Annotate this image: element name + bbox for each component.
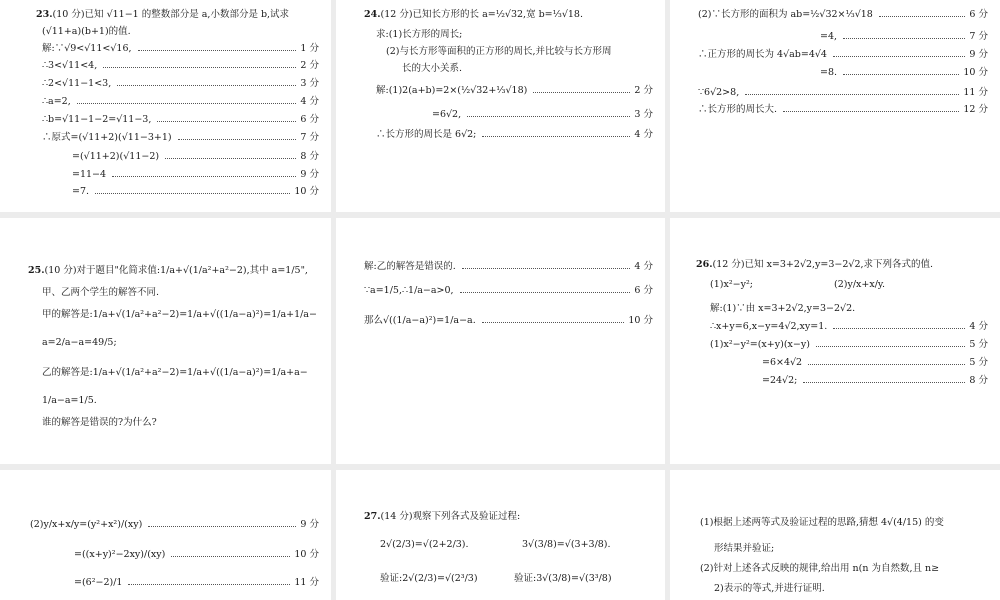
text-line: (2)∵长方形的面积为 ab=½√32×⅓√18 xyxy=(698,9,873,20)
score-point: 9 分 xyxy=(300,519,319,530)
text-line: 验证:2√(2/3)=√(2³/3) xyxy=(380,573,478,584)
text-line: 解:乙的解答是错误的. xyxy=(364,261,456,272)
text-line: ∴长方形的周长大. xyxy=(698,104,778,115)
score-point: 8 分 xyxy=(969,375,988,386)
dot-leader xyxy=(745,94,959,95)
text-line: 2√(2/3)=√(2+2/3). xyxy=(380,539,469,550)
text-line: 乙的解答是:1/a+√(1/a²+a²−2)=1/a+√((1/a−a)²)=1/a+a− xyxy=(42,367,308,378)
score-point: 8 分 xyxy=(300,151,319,162)
text-line: 解:∵√9<√11<√16, xyxy=(42,43,132,54)
text-line: 验证:3√(3/8)=√(3³/8) xyxy=(514,573,612,584)
panel-q26 xyxy=(670,218,1000,464)
dot-leader xyxy=(165,158,296,159)
text-line: 甲的解答是:1/a+√(1/a²+a²−2)=1/a+√((1/a−a)²)=1/a+1/a− xyxy=(42,309,317,320)
score-point: 10 分 xyxy=(294,186,319,197)
panel-q27-tasks xyxy=(670,470,1000,600)
dot-leader xyxy=(843,38,965,39)
dot-leader xyxy=(833,328,965,329)
text-line: =4, xyxy=(820,31,838,42)
score-point: 6 分 xyxy=(634,285,653,296)
dot-leader xyxy=(117,85,296,86)
score-point: 7 分 xyxy=(969,31,988,42)
text-line: (√11+a)(b+1)的值. xyxy=(42,26,131,37)
text-line: (1)根据上述两等式及验证过程的思路,猜想 4√(4/15) 的变 xyxy=(700,517,944,528)
text-line: =7. xyxy=(72,186,90,197)
score-point: 1 分 xyxy=(300,43,319,54)
text-line: ∴a=2, xyxy=(42,96,71,107)
score-point: 11 分 xyxy=(963,87,988,98)
panel-q26-part2 xyxy=(0,470,331,600)
text-line: 27.(14 分)观察下列各式及验证过程: xyxy=(364,511,521,522)
score-point: 10 分 xyxy=(294,549,319,560)
text-line: ∵6√2>8, xyxy=(698,87,740,98)
text-line: 解:(1)∵由 x=3+2√2,y=3−2√2. xyxy=(710,303,856,314)
dot-leader xyxy=(467,116,630,117)
dot-leader xyxy=(816,346,965,347)
text-line: (2)y/x+x/y. xyxy=(834,279,886,290)
text-line: =11−4 xyxy=(72,169,107,180)
text-line: (2)y/x+x/y=(y²+x²)/(xy) xyxy=(30,519,143,530)
score-point: 2 分 xyxy=(634,85,653,96)
dot-leader xyxy=(77,103,296,104)
score-point: 6 分 xyxy=(300,114,319,125)
score-point: 7 分 xyxy=(300,132,319,143)
dot-leader xyxy=(462,268,630,269)
text-line: ∴长方形的周长是 6√2; xyxy=(376,129,477,140)
text-line: =8. xyxy=(820,67,838,78)
text-line: =6√2, xyxy=(432,109,462,120)
dot-leader xyxy=(482,136,630,137)
score-point: 4 分 xyxy=(969,321,988,332)
text-line: (2)与长方形等面积的正方形的周长,并比较与长方形周 xyxy=(386,46,612,57)
panel-q27 xyxy=(336,470,665,600)
text-line: 长的大小关系. xyxy=(402,63,463,74)
score-point: 9 分 xyxy=(969,49,988,60)
text-line: 谁的解答是错误的?为什么? xyxy=(42,417,157,428)
text-line: (2)针对上述各式反映的规律,给出用 n(n 为自然数,且 n≥ xyxy=(700,563,940,574)
score-point: 3 分 xyxy=(634,109,653,120)
dot-leader xyxy=(833,56,965,57)
text-line: 求:(1)长方形的周长; xyxy=(376,29,463,40)
score-point: 9 分 xyxy=(300,169,319,180)
text-line: =(6²−2)/1 xyxy=(74,577,123,588)
text-line: 那么√((1/a−a)²)=1/a−a. xyxy=(364,315,476,326)
dot-leader xyxy=(95,193,290,194)
text-line: ∴正方形的周长为 4√ab=4√4 xyxy=(698,49,827,60)
text-line: 26.(12 分)已知 x=3+2√2,y=3−2√2,求下列各式的值. xyxy=(696,259,934,270)
panel-q23 xyxy=(0,0,331,212)
dot-leader xyxy=(103,67,296,68)
dot-leader xyxy=(879,16,965,17)
text-line: ∴x+y=6,x−y=4√2,xy=1. xyxy=(710,321,828,332)
panel-q25 xyxy=(0,218,331,464)
text-line: 形结果并验证; xyxy=(714,543,775,554)
text-line: ∴2<√11−1<3, xyxy=(42,78,112,89)
dot-leader xyxy=(533,92,630,93)
dot-leader xyxy=(843,74,959,75)
dot-leader xyxy=(148,526,296,527)
score-point: 4 分 xyxy=(300,96,319,107)
score-point: 2 分 xyxy=(300,60,319,71)
text-line: 23.(10 分)已知 √11−1 的整数部分是 a,小数部分是 b,试求 xyxy=(36,9,290,20)
text-line: 甲、乙两个学生的解答不同. xyxy=(42,287,160,298)
text-line: 解:(1)2(a+b)=2×(½√32+⅓√18) xyxy=(376,85,528,96)
dot-leader xyxy=(803,382,965,383)
text-line: (1)x²−y²; xyxy=(710,279,753,290)
dot-leader xyxy=(138,50,296,51)
score-point: 12 分 xyxy=(963,104,988,115)
text-line: ∴b=√11−1−2=√11−3, xyxy=(42,114,152,125)
text-line: =((x+y)²−2xy)/(xy) xyxy=(74,549,166,560)
score-point: 6 分 xyxy=(969,9,988,20)
panel-q24-part2 xyxy=(670,0,1000,212)
score-point: 4 分 xyxy=(634,261,653,272)
score-point: 4 分 xyxy=(634,129,653,140)
text-line: 2)表示的等式,并进行证明. xyxy=(714,583,825,594)
score-point: 5 分 xyxy=(969,339,988,350)
dot-leader xyxy=(178,139,296,140)
text-line: (1)x²−y²=(x+y)(x−y) xyxy=(710,339,810,350)
dot-leader xyxy=(112,176,296,177)
score-point: 5 分 xyxy=(969,357,988,368)
dot-leader xyxy=(482,322,624,323)
text-line: ∴原式=(√11+2)(√11−3+1) xyxy=(42,132,172,143)
text-line: a=2/a−a=49/5; xyxy=(42,337,117,348)
text-line: 25.(10 分)对于题目"化简求值:1/a+√(1/a²+a²−2),其中 a=1/5", xyxy=(28,265,308,276)
text-line: ∵a=1/5,∴1/a−a>0, xyxy=(364,285,454,296)
score-point: 10 分 xyxy=(963,67,988,78)
text-line: 1/a−a=1/5. xyxy=(42,395,97,406)
dot-leader xyxy=(157,121,296,122)
dot-leader xyxy=(128,584,290,585)
score-point: 10 分 xyxy=(628,315,653,326)
panel-q24 xyxy=(336,0,665,212)
dot-leader xyxy=(783,111,959,112)
score-point: 3 分 xyxy=(300,78,319,89)
score-point: 11 分 xyxy=(294,577,319,588)
text-line: =(√11+2)(√11−2) xyxy=(72,151,160,162)
panel-q25-answer xyxy=(336,218,665,464)
text-line: 24.(12 分)已知长方形的长 a=½√32,宽 b=⅓√18. xyxy=(364,9,583,20)
text-line: =6×4√2 xyxy=(762,357,803,368)
dot-leader xyxy=(460,292,630,293)
dot-leader xyxy=(171,556,290,557)
text-line: 3√(3/8)=√(3+3/8). xyxy=(522,539,611,550)
dot-leader xyxy=(808,364,965,365)
text-line: =24√2; xyxy=(762,375,798,386)
text-line: ∴3<√11<4, xyxy=(42,60,98,71)
